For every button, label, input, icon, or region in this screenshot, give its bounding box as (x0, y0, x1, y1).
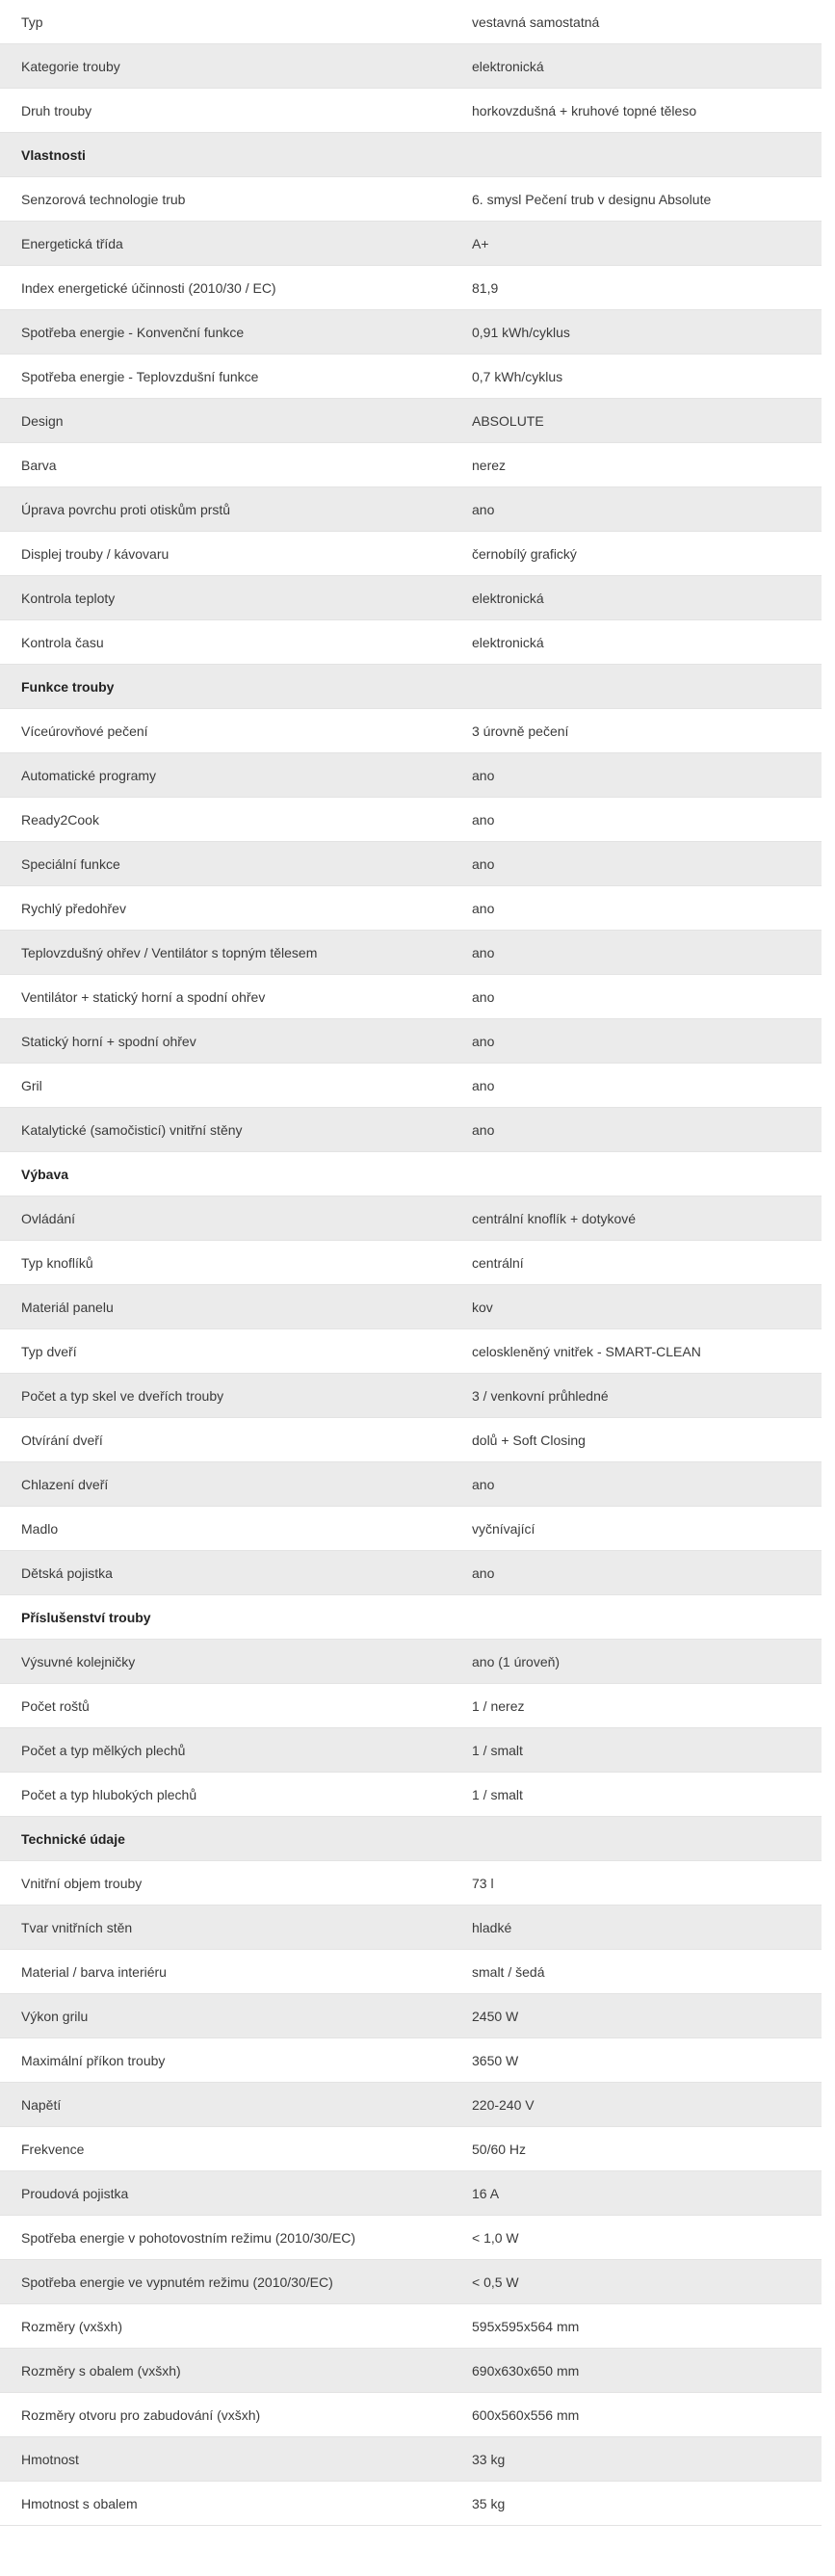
section-header (0, 133, 822, 177)
spec-row (0, 1108, 822, 1152)
spec-value: ano (472, 1077, 495, 1093)
spec-value: ano (472, 1033, 495, 1049)
spec-label: Hmotnost s obalem (21, 2495, 138, 2511)
spec-row (0, 443, 822, 487)
spec-value: nerez (472, 457, 507, 473)
spec-row (0, 1994, 822, 2038)
spec-row (0, 1551, 822, 1595)
spec-value: 35 kg (472, 2495, 506, 2511)
spec-row (0, 2482, 822, 2526)
spec-label: Rozměry s obalem (vxšxh) (21, 2362, 181, 2379)
spec-value: 6. smysl Pečení trub v designu Absolute (472, 191, 712, 207)
spec-label: Speciální funkce (21, 855, 120, 872)
spec-row (0, 2437, 822, 2482)
spec-row (0, 1329, 822, 1374)
spec-value: 73 l (472, 1875, 494, 1891)
spec-value: centrální (472, 1254, 524, 1271)
section-title: Funkce trouby (21, 678, 115, 695)
spec-label: Počet roštů (21, 1697, 90, 1714)
spec-value: vestavná samostatná (472, 13, 600, 30)
spec-label: Materiál panelu (21, 1299, 114, 1315)
spec-value: 81,9 (472, 279, 499, 296)
spec-row (0, 2083, 822, 2127)
spec-label: Katalytické (samočisticí) vnitřní stěny (21, 1121, 243, 1138)
spec-label: Dětská pojistka (21, 1564, 113, 1581)
spec-label: Napětí (21, 2096, 62, 2113)
spec-row (0, 1064, 822, 1108)
spec-label: Material / barva interiéru (21, 1963, 167, 1980)
spec-value: ano (472, 1121, 495, 1138)
spec-row (0, 2127, 822, 2171)
spec-value: < 1,0 W (472, 2229, 519, 2246)
spec-label: Displej trouby / kávovaru (21, 545, 170, 562)
spec-value: A+ (472, 235, 489, 251)
section-title: Vlastnosti (21, 146, 86, 163)
spec-row (0, 44, 822, 89)
spec-label: Rychlý předohřev (21, 900, 126, 916)
spec-label: Chlazení dveří (21, 1476, 109, 1492)
spec-value: 3 úrovně pečení (472, 723, 569, 739)
spec-row (0, 1728, 822, 1773)
spec-value: elektronická (472, 58, 544, 74)
spec-label: Tvar vnitřních stěn (21, 1919, 133, 1935)
spec-label: Automatické programy (21, 767, 157, 783)
spec-value: 16 A (472, 2185, 500, 2201)
spec-value: 33 kg (472, 2451, 506, 2467)
section-title: Příslušenství trouby (21, 1609, 151, 1625)
spec-label: Maximální příkon trouby (21, 2052, 166, 2068)
spec-row (0, 1241, 822, 1285)
spec-value: horkovzdušná + kruhové topné těleso (472, 102, 697, 118)
spec-label: Počet a typ mělkých plechů (21, 1742, 186, 1758)
spec-value: ano (1 úroveň) (472, 1653, 561, 1669)
spec-row (0, 1374, 822, 1418)
spec-value: 3650 W (472, 2052, 519, 2068)
spec-row (0, 753, 822, 798)
spec-label: Statický horní + spodní ohřev (21, 1033, 196, 1049)
section-header (0, 1595, 822, 1640)
spec-label: Gril (21, 1077, 42, 1093)
spec-row (0, 2216, 822, 2260)
spec-label: Ventilátor + statický horní a spodní ohřev (21, 988, 266, 1005)
spec-label: Barva (21, 457, 57, 473)
spec-row (0, 2038, 822, 2083)
spec-label: Otvírání dveří (21, 1432, 103, 1448)
spec-row (0, 266, 822, 310)
spec-value: černobílý grafický (472, 545, 577, 562)
spec-label: Druh trouby (21, 102, 92, 118)
spec-value: ano (472, 988, 495, 1005)
spec-label: Víceúrovňové pečení (21, 723, 148, 739)
spec-label: Typ dveří (21, 1343, 77, 1359)
spec-row (0, 1684, 822, 1728)
spec-row (0, 1019, 822, 1064)
spec-label: Typ knoflíků (21, 1254, 93, 1271)
spec-label: Kontrola času (21, 634, 104, 650)
spec-value: 595x595x564 mm (472, 2318, 580, 2334)
spec-row (0, 1196, 822, 1241)
spec-label: Výkon grilu (21, 2008, 89, 2024)
spec-row (0, 1418, 822, 1462)
spec-row (0, 2349, 822, 2393)
spec-label: Spotřeba energie ve vypnutém režimu (2010/30/EC) (21, 2274, 333, 2290)
spec-label: Kontrola teploty (21, 590, 116, 606)
spec-value: vyčnívající (472, 1520, 535, 1537)
spec-label: Index energetické účinnosti (2010/30 / EC) (21, 279, 276, 296)
spec-label: Počet a typ skel ve dveřích trouby (21, 1387, 224, 1404)
spec-label: Rozměry otvoru pro zabudování (vxšxh) (21, 2406, 261, 2423)
spec-label: Kategorie trouby (21, 58, 120, 74)
spec-row (0, 1773, 822, 1817)
spec-value: ano (472, 944, 495, 960)
spec-row (0, 1861, 822, 1906)
spec-label: Teplovzdušný ohřev / Ventilátor s topným tělesem (21, 944, 318, 960)
spec-row (0, 620, 822, 665)
spec-row (0, 355, 822, 399)
spec-row (0, 177, 822, 222)
spec-value: celoskleněný vnitřek - SMART-CLEAN (472, 1343, 701, 1359)
spec-label: Typ (21, 13, 43, 30)
spec-value: elektronická (472, 590, 544, 606)
spec-value: 0,7 kWh/cyklus (472, 368, 563, 384)
spec-row (0, 310, 822, 355)
section-header (0, 1817, 822, 1861)
spec-row (0, 1507, 822, 1551)
spec-row (0, 1285, 822, 1329)
section-title: Výbava (21, 1166, 69, 1182)
spec-label: Spotřeba energie - Konvenční funkce (21, 324, 245, 340)
spec-row (0, 798, 822, 842)
spec-value: 50/60 Hz (472, 2141, 527, 2157)
section-header (0, 665, 822, 709)
spec-value: 2450 W (472, 2008, 519, 2024)
spec-row (0, 2260, 822, 2304)
spec-value: 220-240 V (472, 2096, 535, 2113)
spec-row (0, 842, 822, 886)
spec-value: 3 / venkovní průhledné (472, 1387, 609, 1404)
spec-value: ano (472, 855, 495, 872)
spec-value: ano (472, 501, 495, 517)
spec-label: Senzorová technologie trub (21, 191, 186, 207)
spec-value: 0,91 kWh/cyklus (472, 324, 570, 340)
spec-value: ABSOLUTE (472, 412, 544, 429)
spec-label: Madlo (21, 1520, 59, 1537)
spec-value: 1 / nerez (472, 1697, 525, 1714)
spec-label: Design (21, 412, 64, 429)
spec-value: kov (472, 1299, 493, 1315)
spec-row (0, 2393, 822, 2437)
spec-value: ano (472, 811, 495, 828)
spec-label: Energetická třída (21, 235, 123, 251)
spec-label: Spotřeba energie - Teplovzdušní funkce (21, 368, 259, 384)
spec-row (0, 0, 822, 44)
spec-label: Vnitřní objem trouby (21, 1875, 143, 1891)
spec-row (0, 931, 822, 975)
spec-label: Rozměry (vxšxh) (21, 2318, 123, 2334)
spec-value: centrální knoflík + dotykové (472, 1210, 637, 1226)
spec-label: Proudová pojistka (21, 2185, 129, 2201)
spec-value: 1 / smalt (472, 1742, 523, 1758)
spec-value: ano (472, 1564, 495, 1581)
spec-value: ano (472, 900, 495, 916)
spec-row (0, 532, 822, 576)
spec-row (0, 487, 822, 532)
spec-value: 1 / smalt (472, 1786, 523, 1802)
spec-row (0, 1640, 822, 1684)
spec-label: Ready2Cook (21, 811, 99, 828)
spec-value: ano (472, 1476, 495, 1492)
spec-row (0, 709, 822, 753)
spec-row (0, 89, 822, 133)
spec-label: Počet a typ hlubokých plechů (21, 1786, 197, 1802)
spec-label: Hmotnost (21, 2451, 79, 2467)
spec-value: hladké (472, 1919, 512, 1935)
spec-row (0, 2304, 822, 2349)
spec-label: Výsuvné kolejničky (21, 1653, 136, 1669)
spec-row (0, 399, 822, 443)
spec-value: elektronická (472, 634, 544, 650)
spec-row (0, 222, 822, 266)
spec-row (0, 576, 822, 620)
spec-value: smalt / šedá (472, 1963, 545, 1980)
spec-value: < 0,5 W (472, 2274, 519, 2290)
spec-value: 690x630x650 mm (472, 2362, 580, 2379)
section-header (0, 1152, 822, 1196)
spec-value: dolů + Soft Closing (472, 1432, 586, 1448)
spec-label: Úprava povrchu proti otiskům prstů (21, 501, 231, 517)
spec-row (0, 2171, 822, 2216)
spec-row (0, 886, 822, 931)
spec-row (0, 1462, 822, 1507)
section-title: Technické údaje (21, 1830, 125, 1847)
spec-row (0, 1950, 822, 1994)
spec-label: Frekvence (21, 2141, 85, 2157)
spec-value: 600x560x556 mm (472, 2406, 580, 2423)
spec-value: ano (472, 767, 495, 783)
spec-label: Spotřeba energie v pohotovostním režimu (2010/30/EC) (21, 2229, 356, 2246)
spec-label: Ovládání (21, 1210, 76, 1226)
spec-row (0, 975, 822, 1019)
spec-row (0, 1906, 822, 1950)
